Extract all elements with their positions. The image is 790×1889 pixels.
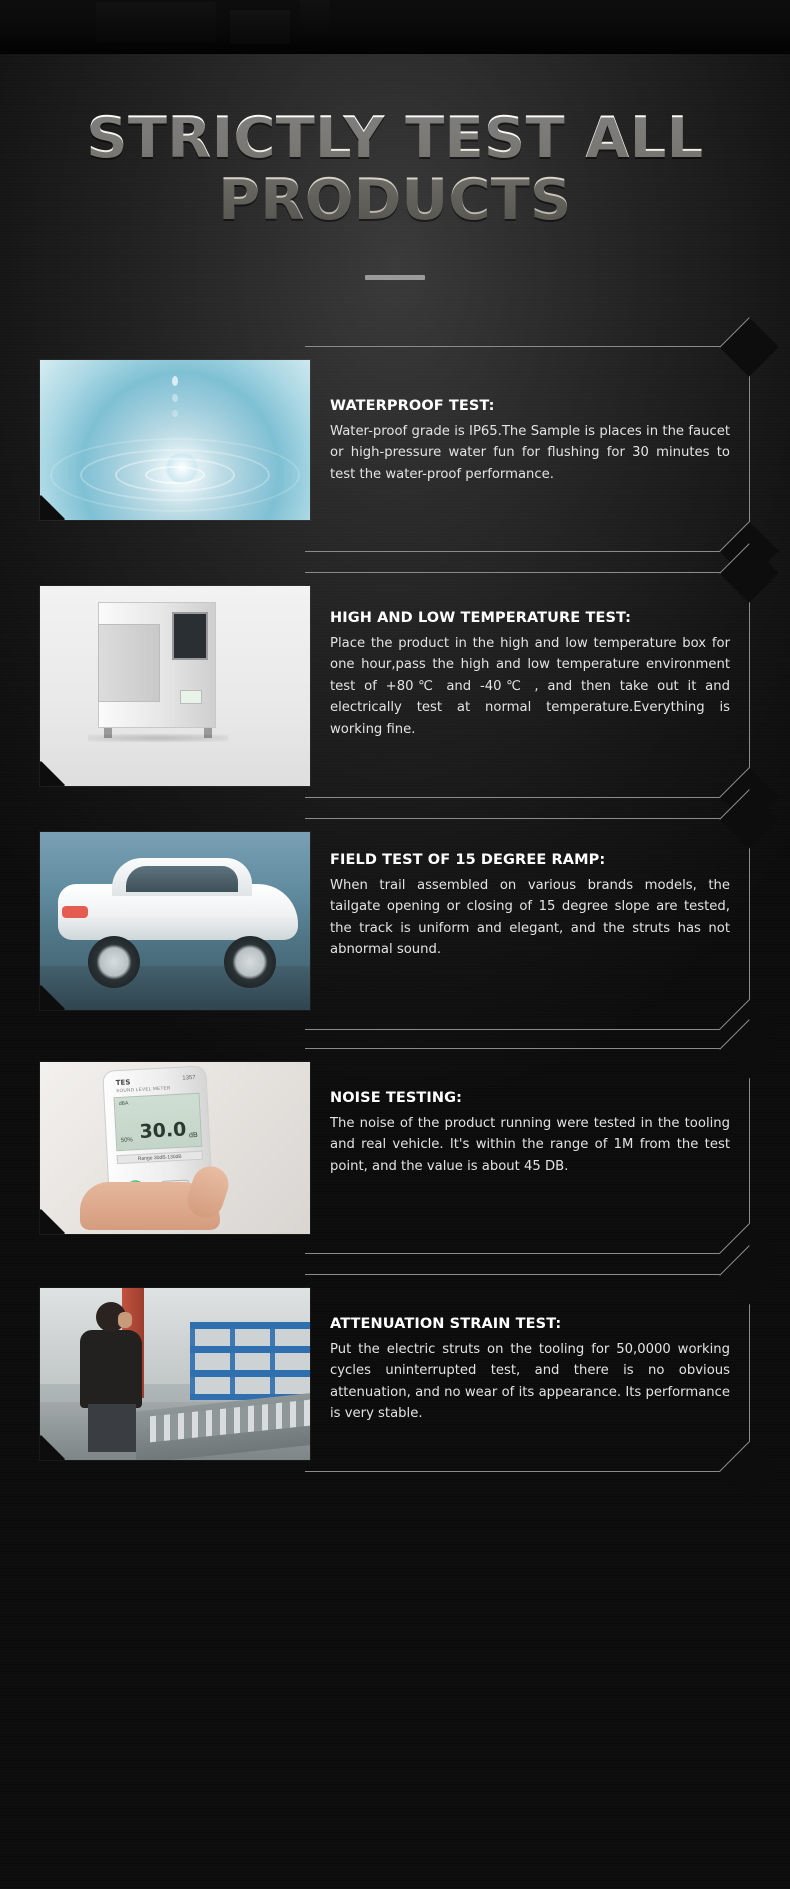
chamber-control-panel [172, 612, 208, 660]
top-machinery-band [0, 0, 790, 54]
temperature-test-chamber-photo [40, 586, 310, 786]
section-field-test-15-degree-ramp [40, 818, 750, 1030]
water-image-art [40, 360, 310, 520]
water-drop-2 [172, 394, 178, 402]
car-wheel-front [224, 936, 276, 988]
chamber-label [180, 690, 202, 704]
meter-lcd-top-left: dBA [118, 1100, 129, 1107]
car-wheel-rear [88, 936, 140, 988]
top-band-shade [0, 0, 790, 54]
water-drop-1 [172, 376, 178, 386]
car-image-art [40, 832, 310, 1010]
section-noise-testing [40, 1048, 750, 1254]
water-drop-ripple-photo [40, 360, 310, 520]
section-attenuation-strain-test [40, 1274, 750, 1472]
section-waterproof-test [40, 346, 750, 552]
meter-range-label: Range 30dB-130dB [117, 1151, 203, 1164]
ripple-ring-4 [50, 438, 300, 512]
meter-reading-value: 30.0 [138, 1118, 187, 1143]
section-heading: ATTENUATION STRAIN TEST: [330, 1316, 562, 1332]
section-body: When trail assembled on various brands models, the tailgate opening or closing of 15 degree slope are tested, the track is uniform and elegant, and the struts has not abnormal sound. [330, 878, 730, 958]
section-text [330, 610, 730, 740]
chamber-door [98, 624, 160, 702]
section-body: Water-proof grade is IP65.The Sample is places in the faucet or high-pressure water fun for flushing for 30 minutes to test the water-proof performance. [330, 424, 730, 482]
sound-level-meter-photo [40, 1062, 310, 1234]
title-divider [365, 275, 425, 280]
worker-face [118, 1312, 132, 1328]
page-title-wrapper [0, 105, 790, 233]
meter-subtitle-label: SOUND LEVEL METER [116, 1085, 171, 1094]
section-text [330, 852, 730, 961]
section-heading: FIELD TEST OF 15 DEGREE RAMP: [330, 852, 606, 868]
water-drop-3 [172, 410, 178, 417]
section-body: Place the product in the high and low temperature box for one hour,pass the high and low temperature environment test of +80℃ and -40℃ , and then take out it and electrically test at normal temperature.Everything is working fine. [330, 636, 730, 737]
meter-image-art [40, 1062, 310, 1234]
section-body: Put the electric struts on the tooling for 50,0000 working cycles uninterrupted test, and there is no obvious attenuation, and no wear of its appearance. Its performance is very stable. [330, 1342, 730, 1422]
worker-testing-struts-photo [40, 1288, 310, 1460]
section-body: The noise of the product running were tested in the tooling and real vehicle. It's within the range of 1M from the test point, and the value is about 45 DB. [330, 1116, 730, 1174]
section-text [330, 398, 730, 485]
car-window [126, 866, 238, 892]
chamber-image-art [40, 586, 310, 786]
page-title: STRICTLY TEST ALL PRODUCTS [0, 108, 790, 231]
section-high-low-temperature-test [40, 572, 750, 798]
worker-image-art [40, 1288, 310, 1460]
meter-lcd-bottom-left: 50% [120, 1137, 133, 1144]
section-text [330, 1316, 730, 1425]
meter-lcd-display [114, 1093, 203, 1151]
chamber-shadow [88, 734, 228, 742]
worker-body [80, 1330, 142, 1408]
frame-corner-cut-top-right [719, 317, 778, 376]
meter-model-label: 1357 [182, 1074, 196, 1082]
white-suv-car-photo [40, 832, 310, 1010]
worker-legs [88, 1404, 136, 1452]
section-text [330, 1090, 730, 1177]
meter-reading-unit: dB [188, 1131, 198, 1140]
storage-rack-uprights [190, 1322, 310, 1400]
section-heading: WATERPROOF TEST: [330, 398, 495, 414]
meter-brand-label: TES [115, 1078, 131, 1088]
section-heading: HIGH AND LOW TEMPERATURE TEST: [330, 610, 632, 626]
section-heading: NOISE TESTING: [330, 1090, 463, 1106]
car-tail-light [62, 906, 88, 918]
frame-corner-cut-bottom-right [719, 1441, 778, 1500]
